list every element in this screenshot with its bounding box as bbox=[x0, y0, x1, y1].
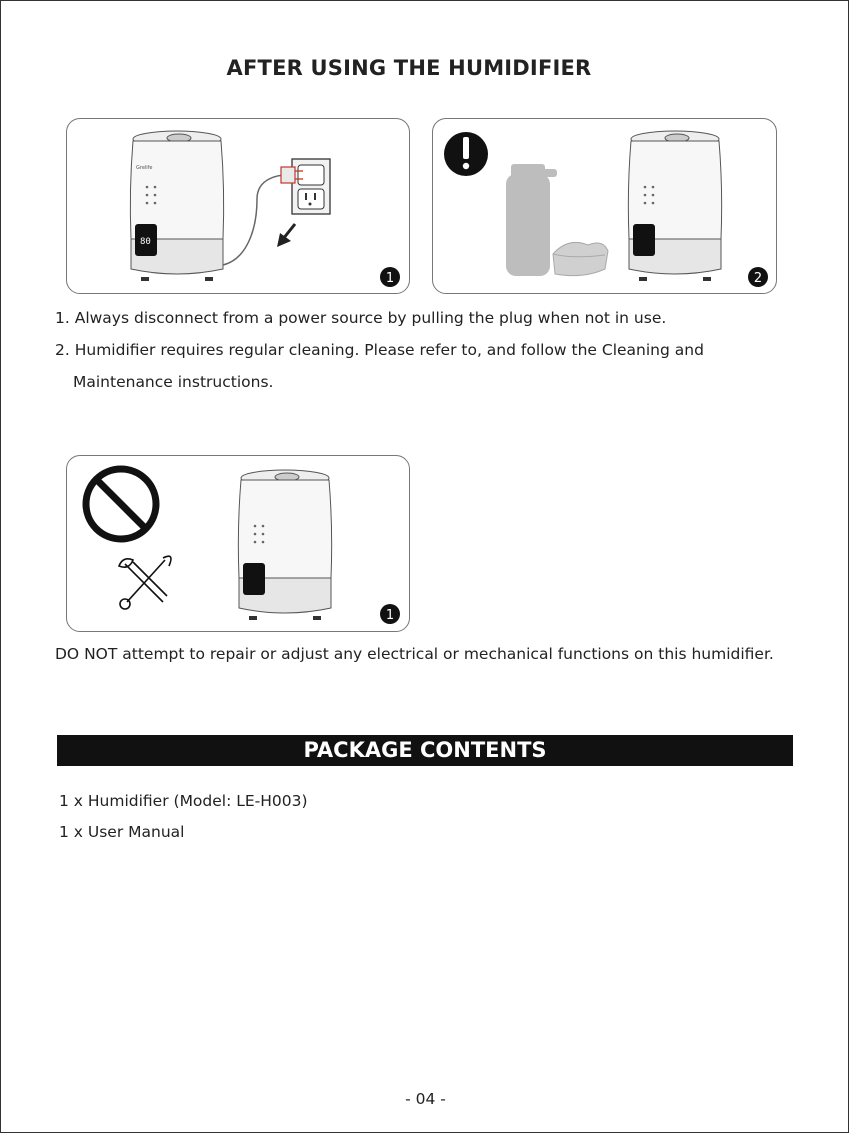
sponge-icon bbox=[553, 242, 608, 275]
power-outlet-icon bbox=[292, 159, 330, 214]
no-repair-illustration-panel bbox=[66, 455, 410, 632]
package-item-1: 1 x Humidifier (Model: LE-H003) bbox=[59, 792, 308, 810]
prohibited-icon bbox=[86, 469, 156, 539]
package-contents-banner bbox=[57, 735, 793, 766]
instruction-line-1: 1. Always disconnect from a power source by pulling the plug when not in use. bbox=[55, 309, 667, 327]
unplug-illustration-panel bbox=[66, 118, 410, 294]
brand-logo: Grelife bbox=[136, 165, 153, 171]
step-badge-3-label: 1 bbox=[385, 608, 395, 623]
page-title: AFTER USING THE HUMIDIFIER bbox=[226, 56, 592, 80]
cleaning-illustration-panel bbox=[432, 118, 777, 294]
package-item-2: 1 x User Manual bbox=[59, 823, 185, 841]
instruction-line-3: Maintenance instructions. bbox=[73, 373, 274, 391]
wrench-screwdriver-icon bbox=[119, 556, 171, 609]
package-contents-heading: PACKAGE CONTENTS bbox=[303, 738, 547, 762]
warning-text: DO NOT attempt to repair or adjust any electrical or mechanical functions on this humidifier. bbox=[55, 645, 774, 663]
water-bottle-icon bbox=[506, 164, 557, 276]
page-number: - 04 - bbox=[405, 1090, 446, 1108]
down-arrow-icon bbox=[277, 224, 295, 247]
display-reading: 80 bbox=[140, 237, 151, 247]
instruction-line-2: 2. Humidifier requires regular cleaning. Please refer to, and follow the Cleaning and bbox=[55, 341, 704, 359]
humidifier-illustration bbox=[130, 131, 223, 281]
step-badge-1-label: 1 bbox=[385, 271, 395, 286]
exclamation-icon bbox=[444, 132, 488, 176]
step-badge-2-label: 2 bbox=[753, 271, 763, 286]
